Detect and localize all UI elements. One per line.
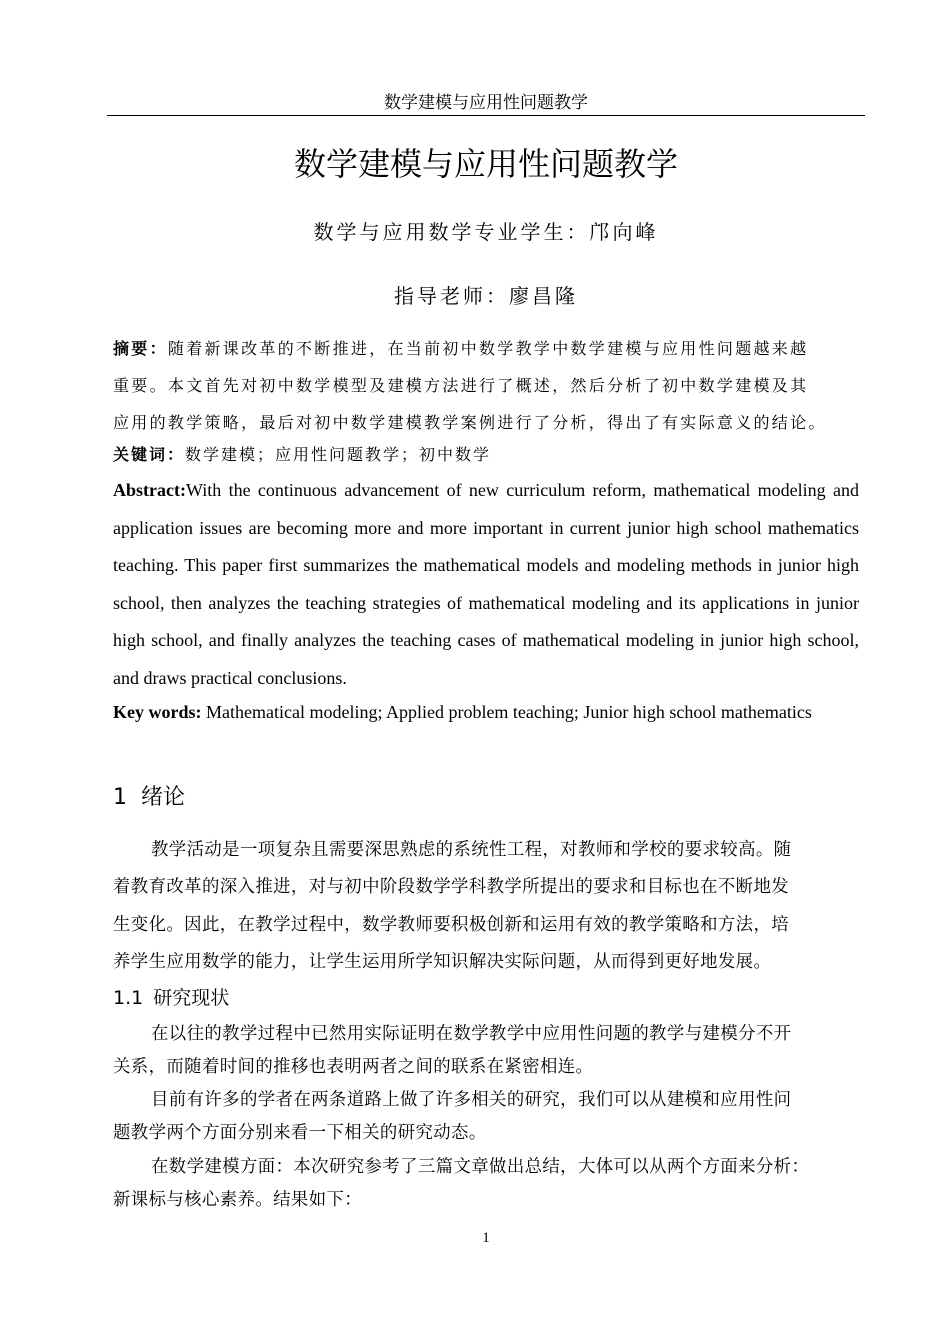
section-paragraph [113,832,843,981]
english-abstract [113,472,859,697]
chinese-abstract-label: 摘要： [113,339,168,358]
subsection-paragraph [113,1084,843,1150]
english-abstract-text: With the continuous advancement of new curriculum reform, mathematical modeling and application issues are becoming more and more important in current junior high school mathematics teaching. This paper first summarizes the mathematical models and modeling methods in junior high school, then analyzes the teaching strategies of mathematical modeling and its applications in junior high school, and finally analyzes the teaching cases of mathematical modeling in junior high school, and draws practical conclusions. [113,480,859,688]
subsection-paragraph [113,1151,843,1217]
chinese-abstract-line: 应用的教学策略，最后对初中数学建模教学案例进行了分析，得出了有实际意义的结论。 [113,413,827,432]
subsection-title: 研究现状 [153,987,230,1009]
header-rule [107,115,865,116]
english-keywords-label: Key words: [113,702,202,722]
subsection-heading [113,984,229,1012]
paragraph-line: 关系，而随着时间的推移也表明两者之间的联系在紧密相连。 [113,1057,594,1077]
chinese-abstract-line: 重要。本文首先对初中数学模型及建模方法进行了概述，然后分析了初中数学建模及其 [113,376,809,395]
paragraph-line: 目前有许多的学者在两条道路上做了许多相关的研究，我们可以从建模和应用性问 [151,1090,792,1110]
chinese-abstract [113,330,863,441]
page-number: 1 [482,1230,490,1246]
paragraph-line: 新课标与核心素养。结果如下： [113,1190,363,1210]
paragraph-line: 在数学建模方面：本次研究参考了三篇文章做出总结，大体可以从两个方面来分析： [151,1157,810,1177]
chinese-keywords-text: 数学建模；应用性问题教学；初中数学 [185,445,492,464]
section-heading [113,782,185,814]
chinese-keywords [113,441,863,469]
english-keywords [113,698,873,726]
paragraph-line: 教学活动是一项复杂且需要深思熟虑的系统性工程，对教师和学校的要求较高。随 [151,840,792,860]
english-abstract-label: Abstract: [113,480,186,500]
paragraph-line: 生变化。因此，在教学过程中，数学教师要积极创新和运用有效的教学策略和方法，培 [113,914,790,935]
paragraph-line: 题教学两个方面分别来看一下相关的研究动态。 [113,1123,487,1143]
paragraph-line: 着教育改革的深入推进，对与初中阶段数学学科教学所提出的要求和目标也在不断地发 [113,877,790,898]
chinese-abstract-text: 随着新课改革的不断推进，在当前初中数学教学中数学建模与应用性问题越来越 [167,339,809,358]
chinese-abstract-line [113,330,863,367]
advisor-line: 指导老师：廖昌隆 [394,284,578,308]
author-line: 数学与应用数学专业学生：邝向峰 [313,220,659,244]
running-header: 数学建模与应用性问题教学 [384,93,588,113]
subsection-number: 1.1 [113,987,144,1009]
chinese-keywords-label: 关键词： [113,445,186,464]
english-keywords-text: Mathematical modeling; Applied problem teaching; Junior high school mathematics [201,702,812,722]
section-number: 1 [113,785,127,810]
paragraph-line: 在以往的教学过程中已然用实际证明在数学教学中应用性问题的教学与建模分不开 [151,1024,792,1044]
paragraph-line: 养学生应用数学的能力，让学生运用所学知识解决实际问题，从而得到更好地发展。 [113,951,772,972]
paper-title: 数学建模与应用性问题教学 [293,145,678,183]
subsection-paragraph [113,1018,843,1084]
section-title: 绪论 [141,785,186,810]
